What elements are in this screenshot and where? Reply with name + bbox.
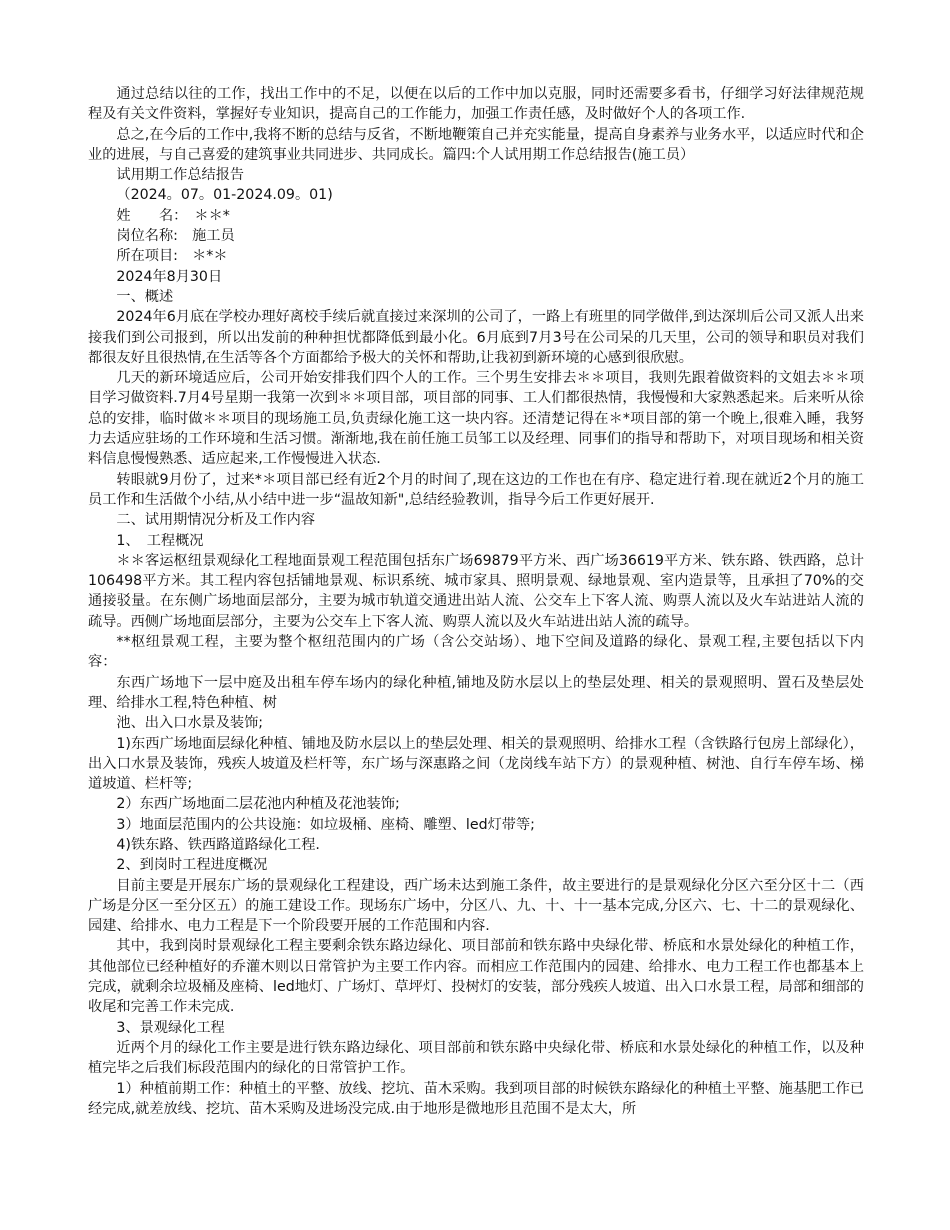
list-item: 3）地面层范围内的公共设施：如垃圾桶、座椅、雕塑、led灯带等; [116, 816, 535, 833]
paragraph: 转眼就9月份了，过来*＊项目部已经有近2个月的时间了,现在这边的工作也在有序、稳定进行着.现在就近2个月的施工员工作和生活做个小结,从小结中进一步“温故知新",总结经验教训，指导今后工作更好展开. [88, 471, 864, 508]
subsection-heading: 2、到岗时工程进度概况 [116, 857, 268, 874]
paragraph: 其中，我到岗时景观绿化工程主要剩余铁东路边绿化、项目部前和铁东路中央绿化带、桥底和水景处绿化的种植工作，其他部位已经种植好的乔灌木则以日常管护为主要工作内容。而相应工作范围内的园建、给排水、电力工程工作也都基本上完成，就剩余垃圾桶及座椅、led地灯、广场灯、草坪灯、投树灯的安装，部分残疾人坡道、出入口水景工程，局部和细部的收尾和完善工作未完成. [88, 938, 864, 1016]
paragraph: 通过总结以往的工作，找出工作中的不足，以便在以后的工作中加以克服，同时还需要多看书，仔细学习好法律规范规程及有关文件资料，掌握好专业知识，提高自己的工作能力，加强工作责任感，及时做好个人的各项工作. [88, 86, 864, 123]
paragraph: **枢纽景观工程，主要为整个枢纽范围内的广场（含公交站场）、地下空间及道路的绿化、景观工程,主要包括以下内容： [88, 634, 864, 671]
report-title: 试用期工作总结报告 [116, 167, 245, 184]
paragraph: 目前主要是开展东广场的景观绿化工程建设，西广场未达到施工条件，故主要进行的是景观绿化分区六至分区十二（西广场是分区一至分区五）的施工建设工作。现场东广场中，分区八、九、十、十一基本完成,分区六、七、十二的景观绿化、园建、给排水、电力工程是下一个阶段要开展的工作范围和内容. [88, 877, 864, 935]
paragraph: 池、出入口水景及装饰; [116, 715, 264, 732]
list-item: 4)铁东路、铁西路道路绿化工程. [116, 836, 320, 853]
list-item: 1)东西广场地面层绿化种植、铺地及防水层以上的垫层处理、相关的景观照明、给排水工程（含铁路行包房上部绿化），出入口水景及装饰，残疾人坡道及栏杆等，东广场与深惠路之间（龙岗线车站下方）的景观种植、树池、自行车停车场、梯道坡道、栏杆等; [88, 735, 864, 793]
name-line: 姓 名： ＊＊* [116, 207, 230, 224]
paragraph: 几天的新环境适应后，公司开始安排我们四个人的工作。三个男生安排去＊＊项目，我则先跟着做资料的文姐去＊＊项目学习做资料.7月4号星期一我第一次到＊＊项目部，项目部的同事、工人们都很热情，我慢慢和大家熟悉起来。后来听从徐总的安排，临时做＊＊项目的现场施工员,负责绿化施工这一块内容。还清楚记得在＊*项目部的第一个晚上,很难入睡，我努力去适应驻场的工作环境和生活习惯。渐渐地,我在前任施工员邹工以及经理、同事们的指导和帮助下，对项目现场和相关资料信息慢慢熟悉、适应起来,工作慢慢进入状态. [88, 370, 864, 468]
report-period: （2024。07。01-2024.09。01) [116, 187, 333, 204]
list-item: 2）东西广场地面二层花池内种植及花池装饰; [116, 796, 400, 813]
paragraph: 2024年6月底在学校办理好离校手续后就直接过来深圳的公司了，一路上有班里的同学做伴,到达深圳后公司又派人出来接我们到公司报到，所以出发前的种种担忧都降低到最小化。6月底到7月3号在公司呆的几天里，公司的领导和职员对我们都很友好且很热情,在生活等各个方面都给予极大的关怀和帮助,让我初到新环境的心感到很欣慰。 [88, 309, 864, 366]
paragraph: 东西广场地下一层中庭及出租车停车场内的绿化种植,铺地及防水层以上的垫层处理、相关的景观照明、置石及垫层处理、给排水工程,特色种植、树 [88, 674, 864, 711]
paragraph: 近两个月的绿化工作主要是进行铁东路边绿化、项目部前和铁东路中央绿化带、桥底和水景处绿化的种植工作，以及种植完毕之后我们标段范围内的绿化的日常管护工作。 [88, 1039, 864, 1077]
paragraph: 总之,在今后的工作中,我将不断的总结与反省，不断地鞭策自己并充实能量，提高自身素养与业务水平，以适应时代和企业的进展，与自己喜爱的建筑事业共同进步、共同成长。篇四:个人试用期工作总结报告(施工员） [88, 126, 864, 163]
project-line: 所在项目: ＊*＊ [116, 248, 228, 265]
paragraph: ＊＊客运枢纽景观绿化工程地面景观工程范围包括东广场69879平方米、西广场36619平方米、铁东路、铁西路，总计106498平方米。其工程内容包括铺地景观、标识系统、城市家具、照明景观、绿地景观、室内造景等，且承担了70%的交通接驳量。在东侧广场地面层部分，主要为城市轨道交通进出站人流、公交车上下客人流、购票人流以及火车站进站人流的疏导。西侧广场地面层部分，主要为公交车上下客人流、购票人流以及火车站进出站人流的疏导。 [88, 552, 864, 630]
position-line: 岗位名称: 施工员 [116, 228, 235, 245]
subsection-heading: 3、景观绿化工程 [116, 1019, 225, 1036]
section-heading: 一、概述 [116, 288, 174, 305]
report-date: 2024年8月30日 [116, 268, 223, 285]
subsection-heading: 1、 工程概况 [116, 532, 204, 549]
section-heading: 二、试用期情况分析及工作内容 [116, 512, 316, 529]
paragraph: 1）种植前期工作：种植土的平整、放线、挖坑、苗木采购。我到项目部的时候铁东路绿化的种植土平整、施基肥工作已经完成,就差放线、挖坑、苗木采购及进场没完成.由于地形是微地形且范围不是太大，所 [88, 1080, 864, 1117]
